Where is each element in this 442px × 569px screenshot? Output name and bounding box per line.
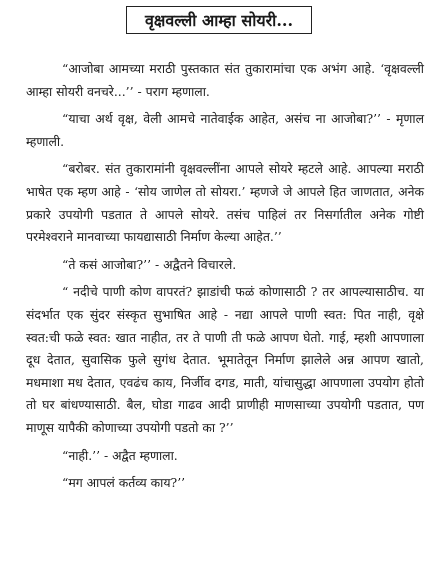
paragraph-7: “मग आपलं कर्तव्य काय?’’ bbox=[62, 475, 186, 491]
chapter-title-text: वृक्षवल्ली आम्हा सोयरी... bbox=[144, 11, 294, 30]
paragraph-5: “ नदीचे पाणी कोण वापरतं? झाडांची फळं कोणासाठी ? तर आपल्यासाठीच. या संदर्भात एक सुंदर संस्कृत सुभाषित आहे - नद्या आपले पाणी स्वत: पित नाही, वृक्षे स्वत:ची फळे स्वत: खात नाहीत, तर ते पाणी ती फळे आपण घेतो. गाई, म्हशी आपणाला दूध देतात, सुवासिक फुले सुगंध देतात. भूमातेतून निर्माण झालेले अन्न आपण खातो, मधमाशा मध देतात, एवढंच काय, निर्जीव दगड, माती, यांचासुद्धा आपणाला उपयोग होतो तो घर बांधण्यासाठी. बैल, घोडा गाढव आदी प्राणीही माणसाच्या उपयोगी पडतात, पण माणूस यापैकी कोणाच्या उपयोगी पडतो का ?’’ bbox=[26, 284, 424, 435]
paragraph-2: “याचा अर्थ वृक्ष, वेली आमचे नातेवाईक आहेत, असंच ना आजोबा?’’ - मृणाल म्हणाली. bbox=[26, 111, 424, 149]
paragraph-4: “ते कसं आजोबा?’’ - अद्वैतने विचारले. bbox=[62, 256, 237, 272]
paragraph-6: “नाही.’’ - अद्वैत म्हणाला. bbox=[62, 447, 178, 463]
paragraph-3: “बरोबर. संत तुकारामांनी वृक्षवल्लींना आपले सोयरे म्हटले आहे. आपल्या मराठी भाषेत एक म्हण आहे - ‘सोय जाणेल तो सोयरा.’ म्हणजे जे आपले हित जाणतात, अनेक प्रकारे उपयोगी पडतात ते आपले सोयरे. तसंच पाहिलं तर निसर्गातील अनेक गोष्टी परमेश्वराने मानवाच्या फायद्यासाठी निर्माण केल्या आहेत.’’ bbox=[26, 161, 424, 245]
chapter-title bbox=[126, 6, 312, 34]
paragraph-1: “आजोबा आमच्या मराठी पुस्तकात संत तुकारामांचा एक अभंग आहे. ‘वृक्षवल्ली आम्हा सोयरी वनचरे...’’ - पराग म्हणाला. bbox=[26, 61, 424, 99]
story-body bbox=[26, 54, 424, 495]
